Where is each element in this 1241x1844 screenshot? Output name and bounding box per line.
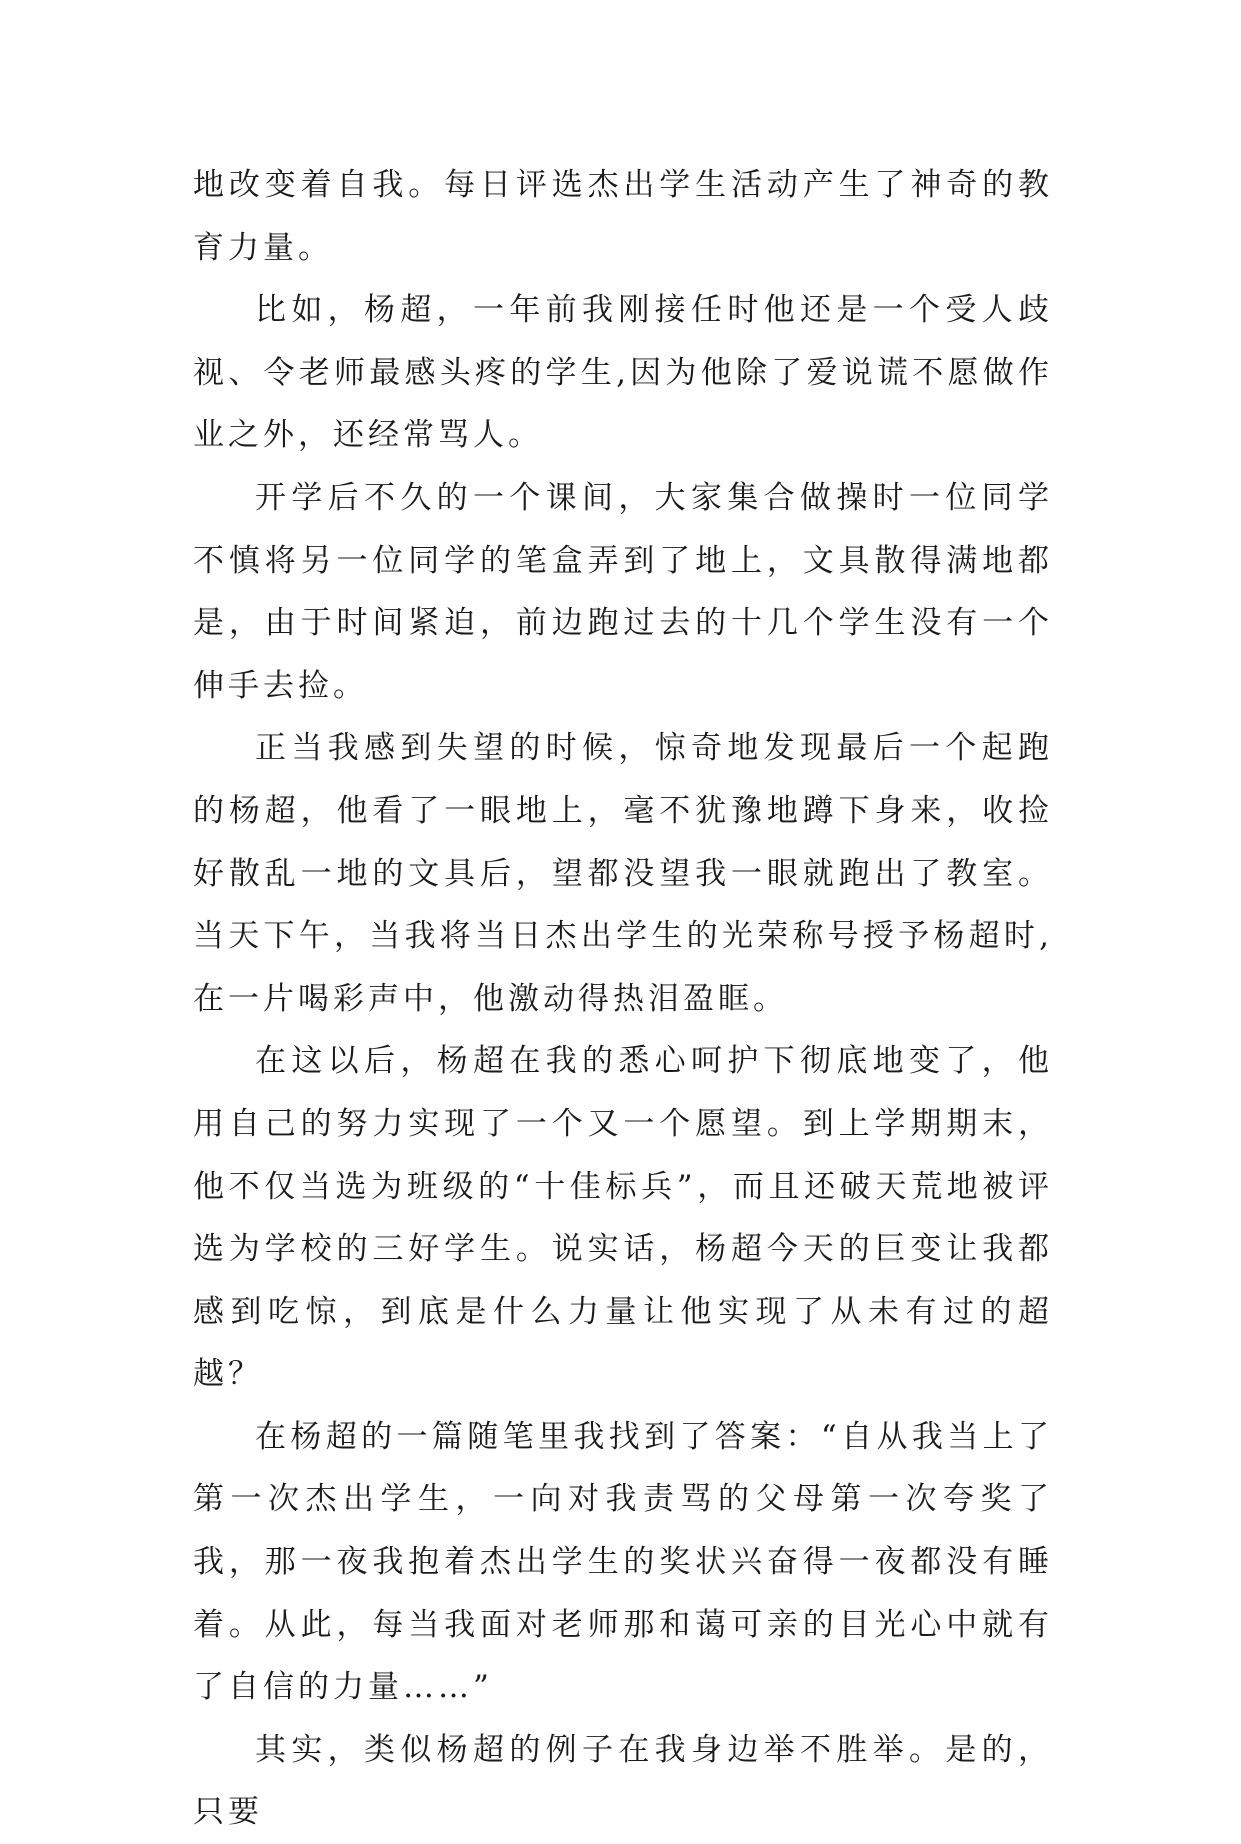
paragraph-7: 其实，类似杨超的例子在我身边举不胜举。是的，只要 — [193, 1731, 1053, 1831]
document-body — [193, 154, 1053, 1844]
paragraph-3: 开学后不久的一个课间，大家集合做操时一位同学不慎将另一位同学的笔盒弄到了地上，文具散得满地都是，由于时间紧迫，前边跑过去的十几个学生没有一个伸手去捡。 — [193, 479, 1053, 704]
paragraph-1: 地改变着自我。每日评选杰出学生活动产生了神奇的教育力量。 — [193, 167, 1053, 266]
paragraph-4: 正当我感到失望的时候，惊奇地发现最后一个起跑的杨超，他看了一眼地上，毫不犹豫地蹲下身来，收捡好散乱一地的文具后，望都没望我一眼就跑出了教室。当天下午，当我将当日杰出学生的光荣称号授予杨超时,在一片喝彩声中，他激动得热泪盈眶。 — [193, 730, 1053, 1017]
paragraph-5: 在这以后，杨超在我的悉心呵护下彻底地变了，他用自己的努力实现了一个又一个愿望。到上学期期末，他不仅当选为班级的“十佳标兵”，而且还破天荒地被评选为学校的三好学生。说实话，杨超今天的巨变让我都感到吃惊，到底是什么力量让他实现了从未有过的超越？ — [193, 1043, 1053, 1393]
paragraph-2: 比如，杨超，一年前我刚接任时他还是一个受人歧视、令老师最感头疼的学生,因为他除了爱说谎不愿做作业之外，还经常骂人。 — [193, 292, 1053, 454]
paragraph-6: 在杨超的一篇随笔里我找到了答案：“自从我当上了第一次杰出学生，一向对我责骂的父母第一次夸奖了我，那一夜我抱着杰出学生的奖状兴奋得一夜都没有睡着。从此，每当我面对老师那和蔼可亲的目光心中就有了自信的力量……” — [193, 1418, 1053, 1706]
